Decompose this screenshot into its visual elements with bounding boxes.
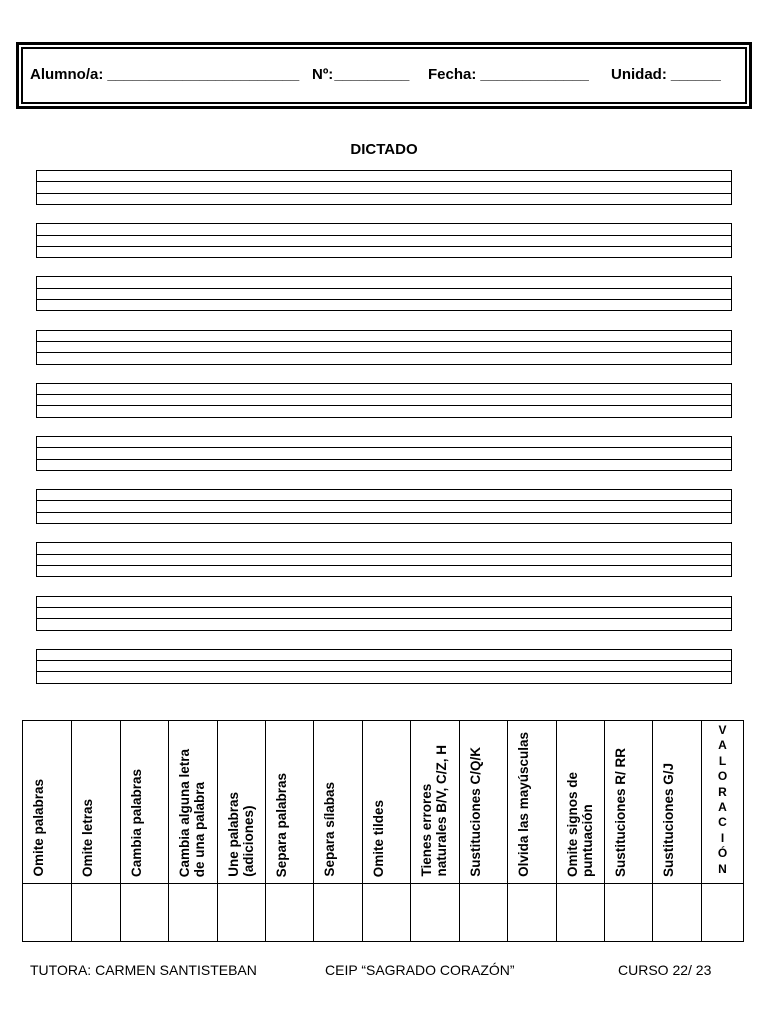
writing-line xyxy=(37,554,731,565)
score-cell xyxy=(218,884,266,942)
column-header-omite-palabras xyxy=(23,721,72,884)
dictation-title: DICTADO xyxy=(350,141,418,158)
unit-label: Unidad: xyxy=(611,66,667,83)
writing-line xyxy=(37,543,731,553)
column-header-cambia-letra xyxy=(169,721,218,884)
writing-lines-group xyxy=(36,436,732,471)
column-label-cambia-letra: Cambia alguna letra de una palabra xyxy=(177,748,207,877)
writing-line xyxy=(37,512,731,523)
column-label-sustituciones-g-j: Sustituciones G/J xyxy=(661,762,676,877)
unit-blank: ______ xyxy=(670,66,721,83)
writing-line xyxy=(37,490,731,500)
writing-line xyxy=(37,607,731,618)
writing-line xyxy=(37,650,731,660)
score-cell xyxy=(121,884,169,942)
writing-line xyxy=(37,447,731,458)
date-field xyxy=(428,66,589,84)
writing-line xyxy=(37,618,731,629)
writing-line xyxy=(37,224,731,234)
footer-tutor: TUTORA: CARMEN SANTISTEBAN xyxy=(30,962,257,978)
writing-line xyxy=(37,277,731,287)
writing-line xyxy=(37,331,731,341)
footer-course: CURSO 22/ 23 xyxy=(618,962,712,978)
student-number-label: Nº: xyxy=(312,66,334,83)
writing-line xyxy=(37,352,731,363)
writing-line xyxy=(37,299,731,310)
writing-line xyxy=(37,193,731,204)
column-label-sustituciones-cqk: Sustituciones C/Q/K xyxy=(468,747,483,877)
column-label-omite-signos: Omite signos de puntuación xyxy=(565,771,595,877)
column-header-separa-silabas xyxy=(314,721,363,884)
student-name-blank: _______________________ xyxy=(107,66,300,83)
column-label-errores-naturales: Tienes errores naturales B/V, C/Z, H xyxy=(419,745,449,877)
column-header-sustituciones-cqk xyxy=(460,721,508,884)
column-label-omite-letras: Omite letras xyxy=(80,798,95,877)
column-header-une-palabras xyxy=(218,721,266,884)
writing-line xyxy=(37,181,731,192)
footer-school: CEIP “SAGRADO CORAZÓN” xyxy=(325,962,515,978)
table-header-row xyxy=(23,721,744,884)
student-name-field xyxy=(30,66,299,84)
column-header-errores-naturales xyxy=(411,721,460,884)
score-cell xyxy=(266,884,314,942)
column-header-sustituciones-r-rr xyxy=(605,721,653,884)
writing-line xyxy=(37,437,731,447)
score-cell xyxy=(23,884,72,942)
score-cell xyxy=(411,884,460,942)
column-header-separa-palabras xyxy=(266,721,314,884)
column-label-sustituciones-r-rr: Sustituciones R/ RR xyxy=(613,747,628,877)
writing-line xyxy=(37,394,731,405)
score-cell xyxy=(508,884,557,942)
score-cell xyxy=(605,884,653,942)
column-label-omite-palabras: Omite palabras xyxy=(31,779,46,877)
writing-area xyxy=(36,170,732,684)
score-cell xyxy=(653,884,702,942)
date-blank: _____________ xyxy=(480,66,589,83)
writing-lines-group xyxy=(36,596,732,631)
writing-line xyxy=(37,565,731,576)
writing-line xyxy=(37,384,731,394)
writing-lines-group xyxy=(36,223,732,258)
column-label-separa-palabras: Separa palabras xyxy=(274,772,289,877)
writing-lines-group xyxy=(36,649,732,684)
score-cell xyxy=(72,884,121,942)
score-cell xyxy=(363,884,411,942)
student-number-field xyxy=(312,66,409,84)
score-cell xyxy=(702,884,744,942)
score-cell xyxy=(460,884,508,942)
error-tally-table xyxy=(22,720,744,942)
column-label-separa-silabas: Separa sílabas xyxy=(322,782,337,877)
writing-line xyxy=(37,246,731,257)
column-header-sustituciones-g-j xyxy=(653,721,702,884)
writing-lines-group xyxy=(36,383,732,418)
column-header-olvida-mayusculas xyxy=(508,721,557,884)
column-header-omite-tildes xyxy=(363,721,411,884)
column-label-olvida-mayusculas: Olvida las mayúsculas xyxy=(516,732,531,877)
score-cell xyxy=(314,884,363,942)
writing-line xyxy=(37,405,731,416)
writing-lines-group xyxy=(36,542,732,577)
writing-line xyxy=(37,288,731,299)
writing-lines-group xyxy=(36,489,732,524)
writing-lines-group xyxy=(36,276,732,311)
score-cell xyxy=(169,884,218,942)
column-label-omite-tildes: Omite tildes xyxy=(371,799,386,877)
writing-line xyxy=(37,235,731,246)
score-cell xyxy=(557,884,605,942)
writing-lines-group xyxy=(36,170,732,205)
student-number-blank: _________ xyxy=(334,66,410,83)
writing-line xyxy=(37,341,731,352)
column-label-cambia-palabras: Cambia palabras xyxy=(129,768,144,877)
writing-line xyxy=(37,660,731,671)
writing-line xyxy=(37,171,731,181)
column-label-une-palabras: Une palabras (adiciones) xyxy=(226,792,256,877)
student-name-label: Alumno/a: xyxy=(30,66,104,83)
table-row xyxy=(23,884,744,942)
column-header-cambia-palabras xyxy=(121,721,169,884)
writing-line xyxy=(37,500,731,511)
writing-line xyxy=(37,459,731,470)
column-header-omite-signos xyxy=(557,721,605,884)
writing-line xyxy=(37,671,731,682)
column-header-valoracion xyxy=(702,721,744,884)
unit-field xyxy=(611,66,721,84)
column-header-omite-letras xyxy=(72,721,121,884)
writing-line xyxy=(37,597,731,607)
writing-lines-group xyxy=(36,330,732,365)
column-label-valoracion: VALORACIÓN xyxy=(717,723,728,876)
date-label: Fecha: xyxy=(428,66,477,83)
